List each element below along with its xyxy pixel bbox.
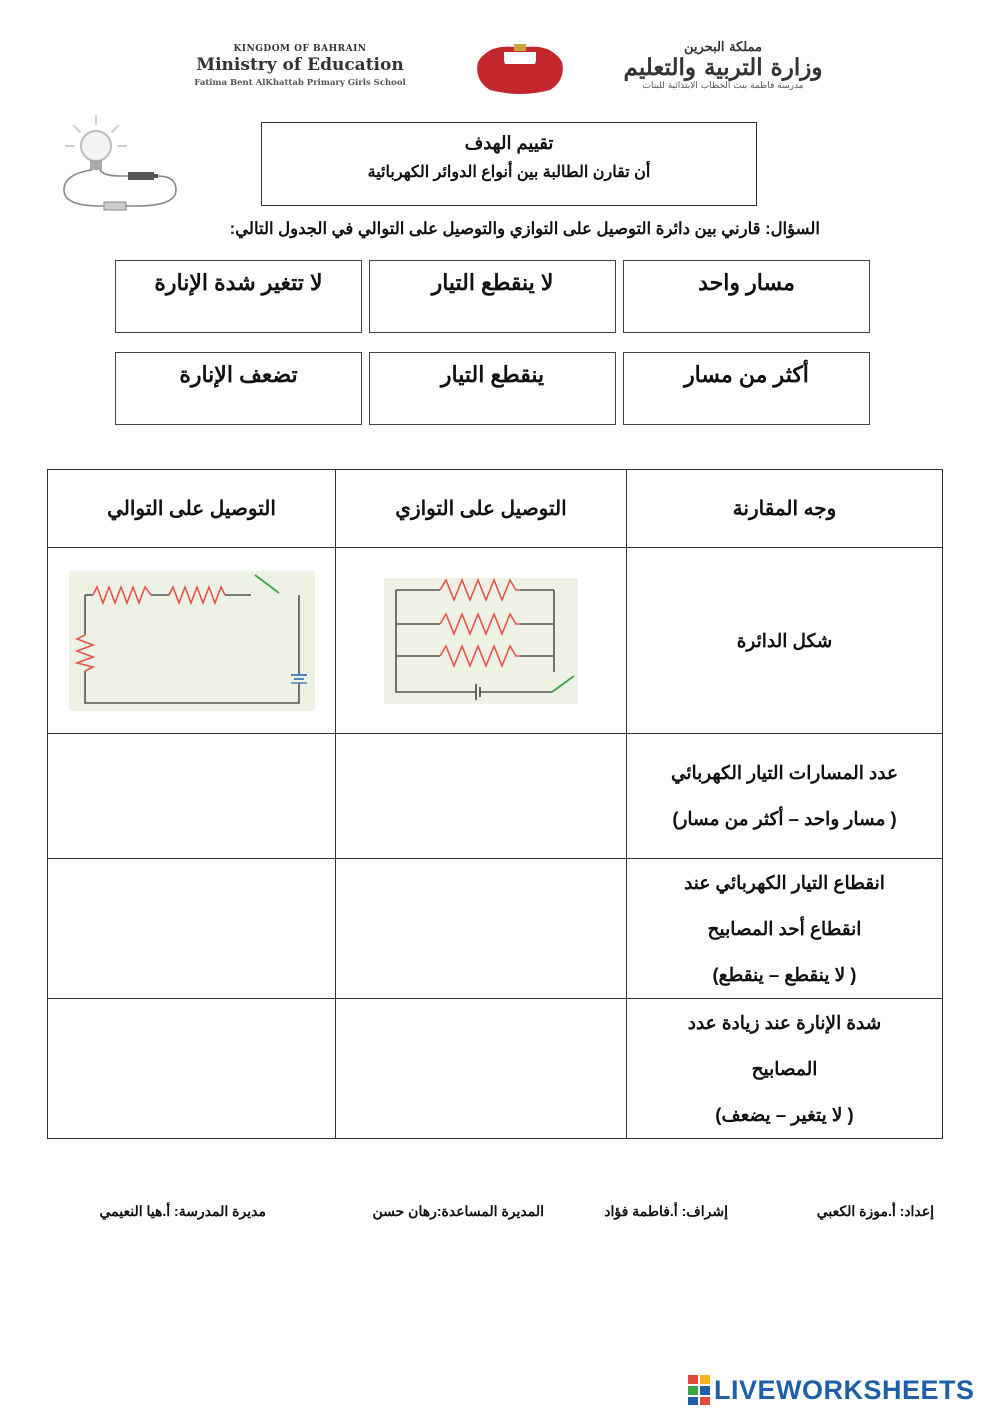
option-box-brightness-unchanged[interactable]: لا تتغير شدة الإنارة [115, 260, 362, 333]
row-label-current-interruption: انقطاع التيار الكهربائي عند انقطاع أحد المصابيح ( لا ينقطع – ينقطع) [627, 859, 943, 999]
school-ar: مدرسة فاطمة بنت الخطاب الابتدائية للبنات [642, 81, 804, 91]
series-circuit-diagram [69, 571, 315, 711]
row-label-brightness: شدة الإنارة عند زيادة عدد المصابيح ( لا يتغير – يضعف) [627, 999, 943, 1139]
ministry-header-arabic [568, 40, 878, 91]
ministry-en: Ministry of Education [196, 55, 404, 75]
parallel-circuit-diagram [384, 578, 578, 704]
answer-drop-zone[interactable] [48, 859, 336, 999]
objective-box [261, 122, 757, 206]
header-comparison-aspect: وجه المقارنة [627, 470, 943, 548]
option-box-brightness-weakens[interactable]: تضعف الإنارة [115, 352, 362, 425]
answer-drop-zone[interactable] [48, 734, 336, 859]
comparison-table [47, 469, 943, 1139]
table-row [48, 734, 943, 859]
kingdom-en: KINGDOM OF BAHRAIN [233, 44, 367, 54]
assistant-principal: المديرة المساعدة:رهان حسن [372, 1203, 544, 1219]
table-header-row [48, 470, 943, 548]
liveworksheets-logo-icon [688, 1375, 710, 1405]
answer-drop-zone[interactable] [336, 734, 627, 859]
header-parallel: التوصيل على التوازي [336, 470, 627, 548]
table-row [48, 859, 943, 999]
supervised-by: إشراف: أ.فاطمة فؤاد [604, 1203, 728, 1219]
watermark-text: LIVEWORKSHEETS [714, 1374, 975, 1405]
option-box-current-cut[interactable]: ينقطع التيار [369, 352, 616, 425]
ministry-ar: وزارة التربية والتعليم [623, 54, 823, 81]
school-principal: مديرة المدرسة: أ.هيا النعيمي [99, 1203, 266, 1219]
ministry-header-english [130, 44, 470, 88]
prepared-by: إعداد: أ.موزة الكعبي [816, 1203, 934, 1219]
question-text: السؤال: قارني بين دائرة التوصيل على التوازي والتوصيل على التوالي في الجدول التالي: [229, 220, 820, 238]
header-series: التوصيل على التوالي [48, 470, 336, 548]
objective-text: أن تقارن الطالبة بين أنواع الدوائر الكهربائية [367, 164, 651, 181]
answer-drop-zone[interactable] [336, 859, 627, 999]
answer-drop-zone[interactable] [336, 999, 627, 1139]
table-row [48, 999, 943, 1139]
liveworksheets-logo [688, 1372, 975, 1408]
row-label-circuit-shape: شكل الدائرة [627, 548, 943, 734]
school-en: Fatima Bent AlKhattab Primary Girls School [194, 78, 406, 88]
kingdom-ar: مملكة البحرين [683, 40, 763, 55]
bahrain-emblem-icon [470, 40, 570, 96]
option-box-multiple-paths[interactable]: أكثر من مسار [623, 352, 870, 425]
parallel-circuit-cell [336, 548, 627, 734]
table-row [48, 548, 943, 734]
option-box-current-not-cut[interactable]: لا ينقطع التيار [369, 260, 616, 333]
answer-drop-zone[interactable] [48, 999, 336, 1139]
series-circuit-cell [48, 548, 336, 734]
objective-title: تقييم الهدف [464, 133, 554, 153]
row-label-path-count: عدد المسارات التيار الكهربائي ( مسار واحد – أكثر من مسار) [627, 734, 943, 859]
option-box-single-path[interactable]: مسار واحد [623, 260, 870, 333]
bulb-circuit-icon [60, 110, 180, 220]
